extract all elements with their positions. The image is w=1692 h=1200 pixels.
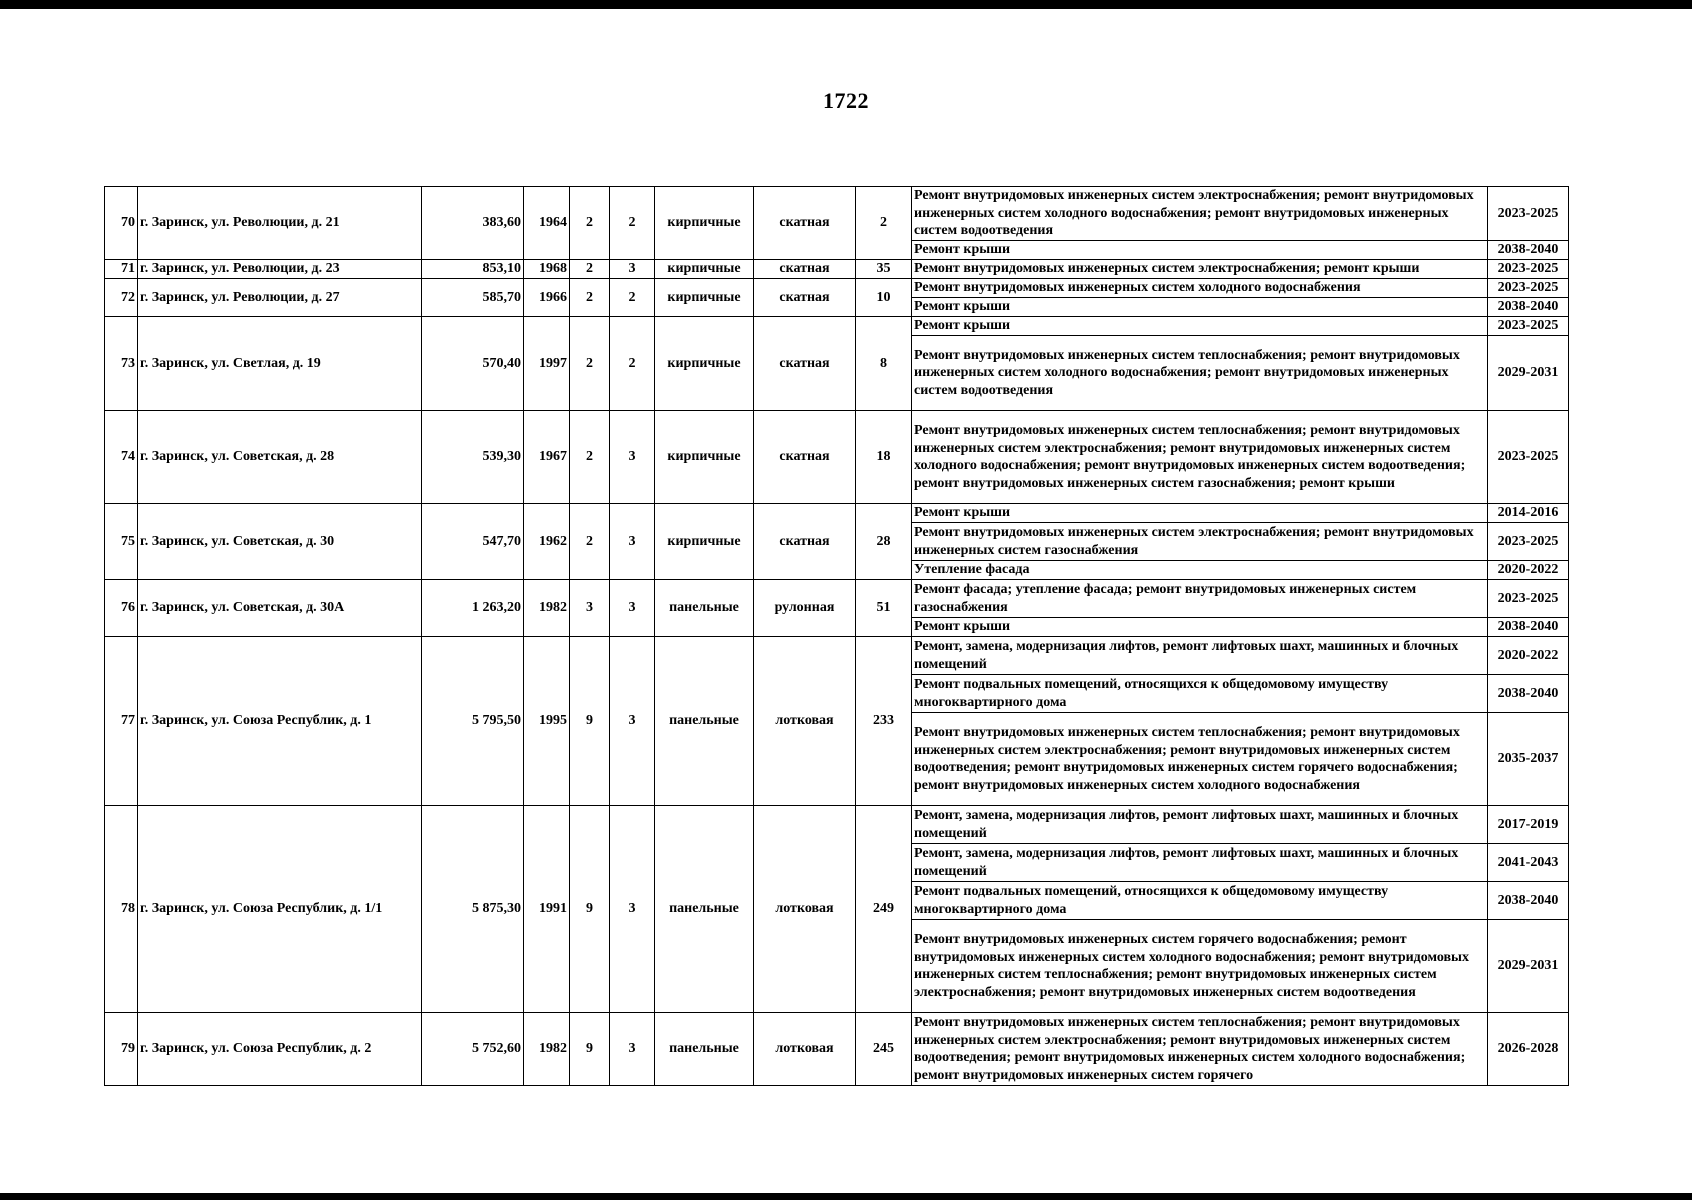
work-description: Ремонт крыши [912, 504, 1488, 523]
row-number: 78 [105, 806, 138, 1013]
wall-material: кирпичные [655, 260, 754, 279]
work-description: Ремонт, замена, модернизация лифтов, ремонт лифтовых шахт, машинных и блочных помещений [912, 637, 1488, 675]
floor-count: 3 [570, 580, 610, 637]
house-address: г. Заринск, ул. Революции, д. 23 [138, 260, 422, 279]
repair-schedule-table [104, 186, 1569, 1086]
work-period: 2023-2025 [1488, 279, 1569, 298]
row-number: 70 [105, 187, 138, 260]
commissioning-year: 1968 [524, 260, 570, 279]
work-description: Ремонт внутридомовых инженерных систем холодного водоснабжения [912, 279, 1488, 298]
work-description: Ремонт крыши [912, 241, 1488, 260]
work-period: 2029-2031 [1488, 920, 1569, 1013]
commissioning-year: 1997 [524, 317, 570, 411]
resident-count: 245 [856, 1013, 912, 1086]
row-number: 71 [105, 260, 138, 279]
commissioning-year: 1982 [524, 1013, 570, 1086]
floor-count: 9 [570, 1013, 610, 1086]
commissioning-year: 1964 [524, 187, 570, 260]
table-row [105, 279, 1569, 298]
table-row [105, 504, 1569, 523]
row-number: 77 [105, 637, 138, 806]
wall-material: панельные [655, 806, 754, 1013]
work-description: Ремонт внутридомовых инженерных систем горячего водоснабжения; ремонт внутридомовых инженерных систем холодного водоснабжения; ремонт внутридомовых инженерных систем теплоснабжения; ремонт внутридомовых инженерных систем электроснабжения; ремонт внутридомовых инженерных систем водоотведения [912, 920, 1488, 1013]
table-row [105, 411, 1569, 504]
work-description: Ремонт внутридомовых инженерных систем теплоснабжения; ремонт внутридомовых инженерных систем электроснабжения; ремонт внутридомовых инженерных систем водоотведения; ремонт внутридомовых инженерных систем холодного водоснабжения; ремонт внутридомовых инженерных систем горячего [912, 1013, 1488, 1086]
roof-type: скатная [754, 279, 856, 317]
floor-count: 2 [570, 260, 610, 279]
total-area: 585,70 [422, 279, 524, 317]
house-address: г. Заринск, ул. Революции, д. 27 [138, 279, 422, 317]
wall-material: кирпичные [655, 187, 754, 260]
table-row [105, 580, 1569, 618]
floor-count: 2 [570, 279, 610, 317]
commissioning-year: 1982 [524, 580, 570, 637]
work-period: 2026-2028 [1488, 1013, 1569, 1086]
work-period: 2014-2016 [1488, 504, 1569, 523]
resident-count: 233 [856, 637, 912, 806]
total-area: 1 263,20 [422, 580, 524, 637]
house-address: г. Заринск, ул. Союза Республик, д. 1/1 [138, 806, 422, 1013]
table-row [105, 317, 1569, 336]
entrance-count: 2 [610, 187, 655, 260]
house-address: г. Заринск, ул. Светлая, д. 19 [138, 317, 422, 411]
work-period: 2038-2040 [1488, 618, 1569, 637]
resident-count: 35 [856, 260, 912, 279]
work-description: Ремонт фасада; утепление фасада; ремонт внутридомовых инженерных систем газоснабжения [912, 580, 1488, 618]
commissioning-year: 1962 [524, 504, 570, 580]
work-description: Ремонт внутридомовых инженерных систем электроснабжения; ремонт внутридомовых инженерных систем холодного водоснабжения; ремонт внутридомовых инженерных систем водоотведения [912, 187, 1488, 241]
total-area: 5 752,60 [422, 1013, 524, 1086]
work-period: 2041-2043 [1488, 844, 1569, 882]
total-area: 539,30 [422, 411, 524, 504]
entrance-count: 3 [610, 260, 655, 279]
work-period: 2038-2040 [1488, 298, 1569, 317]
total-area: 5 795,50 [422, 637, 524, 806]
house-address: г. Заринск, ул. Советская, д. 30 [138, 504, 422, 580]
scan-bottom-edge [0, 1193, 1692, 1200]
work-description: Ремонт, замена, модернизация лифтов, ремонт лифтовых шахт, машинных и блочных помещений [912, 844, 1488, 882]
work-period: 2038-2040 [1488, 241, 1569, 260]
work-period: 2023-2025 [1488, 411, 1569, 504]
work-period: 2017-2019 [1488, 806, 1569, 844]
resident-count: 18 [856, 411, 912, 504]
entrance-count: 3 [610, 1013, 655, 1086]
work-period: 2023-2025 [1488, 260, 1569, 279]
wall-material: панельные [655, 1013, 754, 1086]
work-period: 2038-2040 [1488, 675, 1569, 713]
wall-material: кирпичные [655, 504, 754, 580]
roof-type: рулонная [754, 580, 856, 637]
table-row [105, 806, 1569, 844]
resident-count: 2 [856, 187, 912, 260]
work-period: 2023-2025 [1488, 523, 1569, 561]
commissioning-year: 1991 [524, 806, 570, 1013]
entrance-count: 2 [610, 317, 655, 411]
roof-type: скатная [754, 317, 856, 411]
work-description: Ремонт внутридомовых инженерных систем теплоснабжения; ремонт внутридомовых инженерных систем холодного водоснабжения; ремонт внутридомовых инженерных систем водоотведения [912, 336, 1488, 411]
roof-type: лотковая [754, 637, 856, 806]
work-period: 2023-2025 [1488, 580, 1569, 618]
floor-count: 2 [570, 187, 610, 260]
floor-count: 2 [570, 504, 610, 580]
work-description: Ремонт внутридомовых инженерных систем электроснабжения; ремонт крыши [912, 260, 1488, 279]
total-area: 853,10 [422, 260, 524, 279]
table-row [105, 1013, 1569, 1086]
floor-count: 9 [570, 637, 610, 806]
wall-material: панельные [655, 637, 754, 806]
roof-type: лотковая [754, 806, 856, 1013]
total-area: 383,60 [422, 187, 524, 260]
entrance-count: 3 [610, 806, 655, 1013]
work-description: Ремонт крыши [912, 298, 1488, 317]
wall-material: кирпичные [655, 317, 754, 411]
work-period: 2035-2037 [1488, 713, 1569, 806]
work-description: Ремонт внутридомовых инженерных систем теплоснабжения; ремонт внутридомовых инженерных систем электроснабжения; ремонт внутридомовых инженерных систем водоотведения; ремонт внутридомовых инженерных систем горячего водоснабжения; ремонт внутридомовых инженерных систем холодного водоснабжения [912, 713, 1488, 806]
work-description: Ремонт подвальных помещений, относящихся к общедомовому имуществу многоквартирного дома [912, 675, 1488, 713]
floor-count: 2 [570, 411, 610, 504]
work-period: 2020-2022 [1488, 637, 1569, 675]
floor-count: 9 [570, 806, 610, 1013]
scan-top-edge [0, 0, 1692, 9]
work-description: Ремонт крыши [912, 618, 1488, 637]
roof-type: скатная [754, 187, 856, 260]
roof-type: лотковая [754, 1013, 856, 1086]
table-row [105, 260, 1569, 279]
roof-type: скатная [754, 504, 856, 580]
row-number: 79 [105, 1013, 138, 1086]
table-body [105, 187, 1569, 1086]
roof-type: скатная [754, 411, 856, 504]
floor-count: 2 [570, 317, 610, 411]
row-number: 73 [105, 317, 138, 411]
work-period: 2023-2025 [1488, 187, 1569, 241]
wall-material: кирпичные [655, 411, 754, 504]
work-period: 2029-2031 [1488, 336, 1569, 411]
row-number: 76 [105, 580, 138, 637]
roof-type: скатная [754, 260, 856, 279]
commissioning-year: 1995 [524, 637, 570, 806]
commissioning-year: 1967 [524, 411, 570, 504]
row-number: 72 [105, 279, 138, 317]
work-description: Ремонт внутридомовых инженерных систем электроснабжения; ремонт внутридомовых инженерных систем газоснабжения [912, 523, 1488, 561]
entrance-count: 3 [610, 411, 655, 504]
house-address: г. Заринск, ул. Союза Республик, д. 1 [138, 637, 422, 806]
resident-count: 51 [856, 580, 912, 637]
row-number: 75 [105, 504, 138, 580]
work-period: 2020-2022 [1488, 561, 1569, 580]
total-area: 570,40 [422, 317, 524, 411]
entrance-count: 2 [610, 279, 655, 317]
total-area: 547,70 [422, 504, 524, 580]
entrance-count: 3 [610, 637, 655, 806]
house-address: г. Заринск, ул. Революции, д. 21 [138, 187, 422, 260]
work-description: Ремонт подвальных помещений, относящихся к общедомовому имуществу многоквартирного дома [912, 882, 1488, 920]
wall-material: кирпичные [655, 279, 754, 317]
work-description: Ремонт, замена, модернизация лифтов, ремонт лифтовых шахт, машинных и блочных помещений [912, 806, 1488, 844]
work-description: Ремонт крыши [912, 317, 1488, 336]
resident-count: 249 [856, 806, 912, 1013]
work-period: 2038-2040 [1488, 882, 1569, 920]
entrance-count: 3 [610, 580, 655, 637]
table-row [105, 637, 1569, 675]
work-period: 2023-2025 [1488, 317, 1569, 336]
table-row [105, 187, 1569, 241]
resident-count: 8 [856, 317, 912, 411]
house-address: г. Заринск, ул. Советская, д. 28 [138, 411, 422, 504]
commissioning-year: 1966 [524, 279, 570, 317]
house-address: г. Заринск, ул. Советская, д. 30А [138, 580, 422, 637]
total-area: 5 875,30 [422, 806, 524, 1013]
work-description: Ремонт внутридомовых инженерных систем теплоснабжения; ремонт внутридомовых инженерных систем электроснабжения; ремонт внутридомовых инженерных систем холодного водоснабжения; ремонт внутридомовых инженерных систем водоотведения; ремонт внутридомовых инженерных систем газоснабжения; ремонт крыши [912, 411, 1488, 504]
entrance-count: 3 [610, 504, 655, 580]
wall-material: панельные [655, 580, 754, 637]
house-address: г. Заринск, ул. Союза Республик, д. 2 [138, 1013, 422, 1086]
page-number: 1722 [823, 88, 869, 113]
resident-count: 10 [856, 279, 912, 317]
resident-count: 28 [856, 504, 912, 580]
row-number: 74 [105, 411, 138, 504]
work-description: Утепление фасада [912, 561, 1488, 580]
